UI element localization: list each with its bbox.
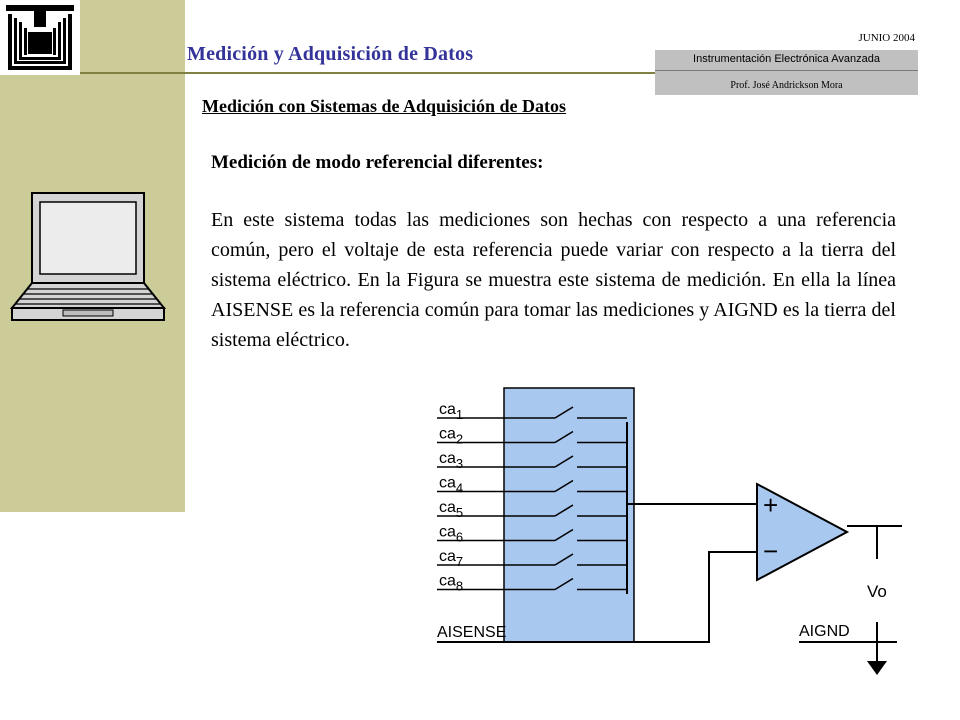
- channel-label: $ca_2$: [439, 425, 464, 447]
- channel-label: $ca_8$: [439, 572, 464, 594]
- circuit-figure: [427, 374, 910, 682]
- minus-sign: −: [763, 536, 779, 566]
- header-date: JUNIO 2004: [858, 32, 915, 44]
- page-title: Medición y Adquisición de Datos: [187, 43, 474, 65]
- course-divider: [655, 70, 918, 71]
- body-paragraph: En este sistema todas las mediciones son hechas con respecto a una referencia común, pero el voltaje de esta referencia puede variar con respecto a la tierra del sistema eléctrico. En la Figura se muestra este sistema de medición. En ella la línea AISENSE es la referencia común para tomar las mediciones y AIGND es la tierra del sistema eléctrico.: [211, 209, 896, 351]
- circuit-diagram: [427, 374, 910, 682]
- channel-label: $ca_7$: [439, 548, 464, 569]
- institution-logo: [0, 0, 80, 75]
- logo-emblem-icon: [0, 0, 80, 75]
- vo-label: Vo: [867, 582, 887, 601]
- subsection-title: Medición de modo referencial diferentes:: [211, 152, 544, 173]
- section-title: Medición con Sistemas de Adquisición de Datos: [202, 96, 567, 116]
- ground-symbol-icon: [867, 661, 887, 675]
- channel-label: $ca_4$: [439, 474, 464, 496]
- aisense-label: AISENSE: [437, 624, 507, 641]
- channel-label: $ca_5$: [439, 499, 464, 520]
- plus-sign: +: [763, 490, 779, 520]
- header-rule: [80, 72, 655, 74]
- course-name: Instrumentación Electrónica Avanzada: [693, 53, 880, 65]
- professor-name: Prof. José Andrickson Mora: [730, 80, 843, 91]
- channel-label: $ca_1$: [439, 401, 464, 422]
- multiplexer-block: [504, 388, 634, 642]
- channel-label: $ca_3$: [439, 450, 464, 471]
- channel-label: $ca_6$: [439, 523, 464, 545]
- course-info-box: [655, 50, 918, 95]
- laptop-icon: [8, 190, 173, 325]
- aignd-label: AIGND: [799, 623, 850, 640]
